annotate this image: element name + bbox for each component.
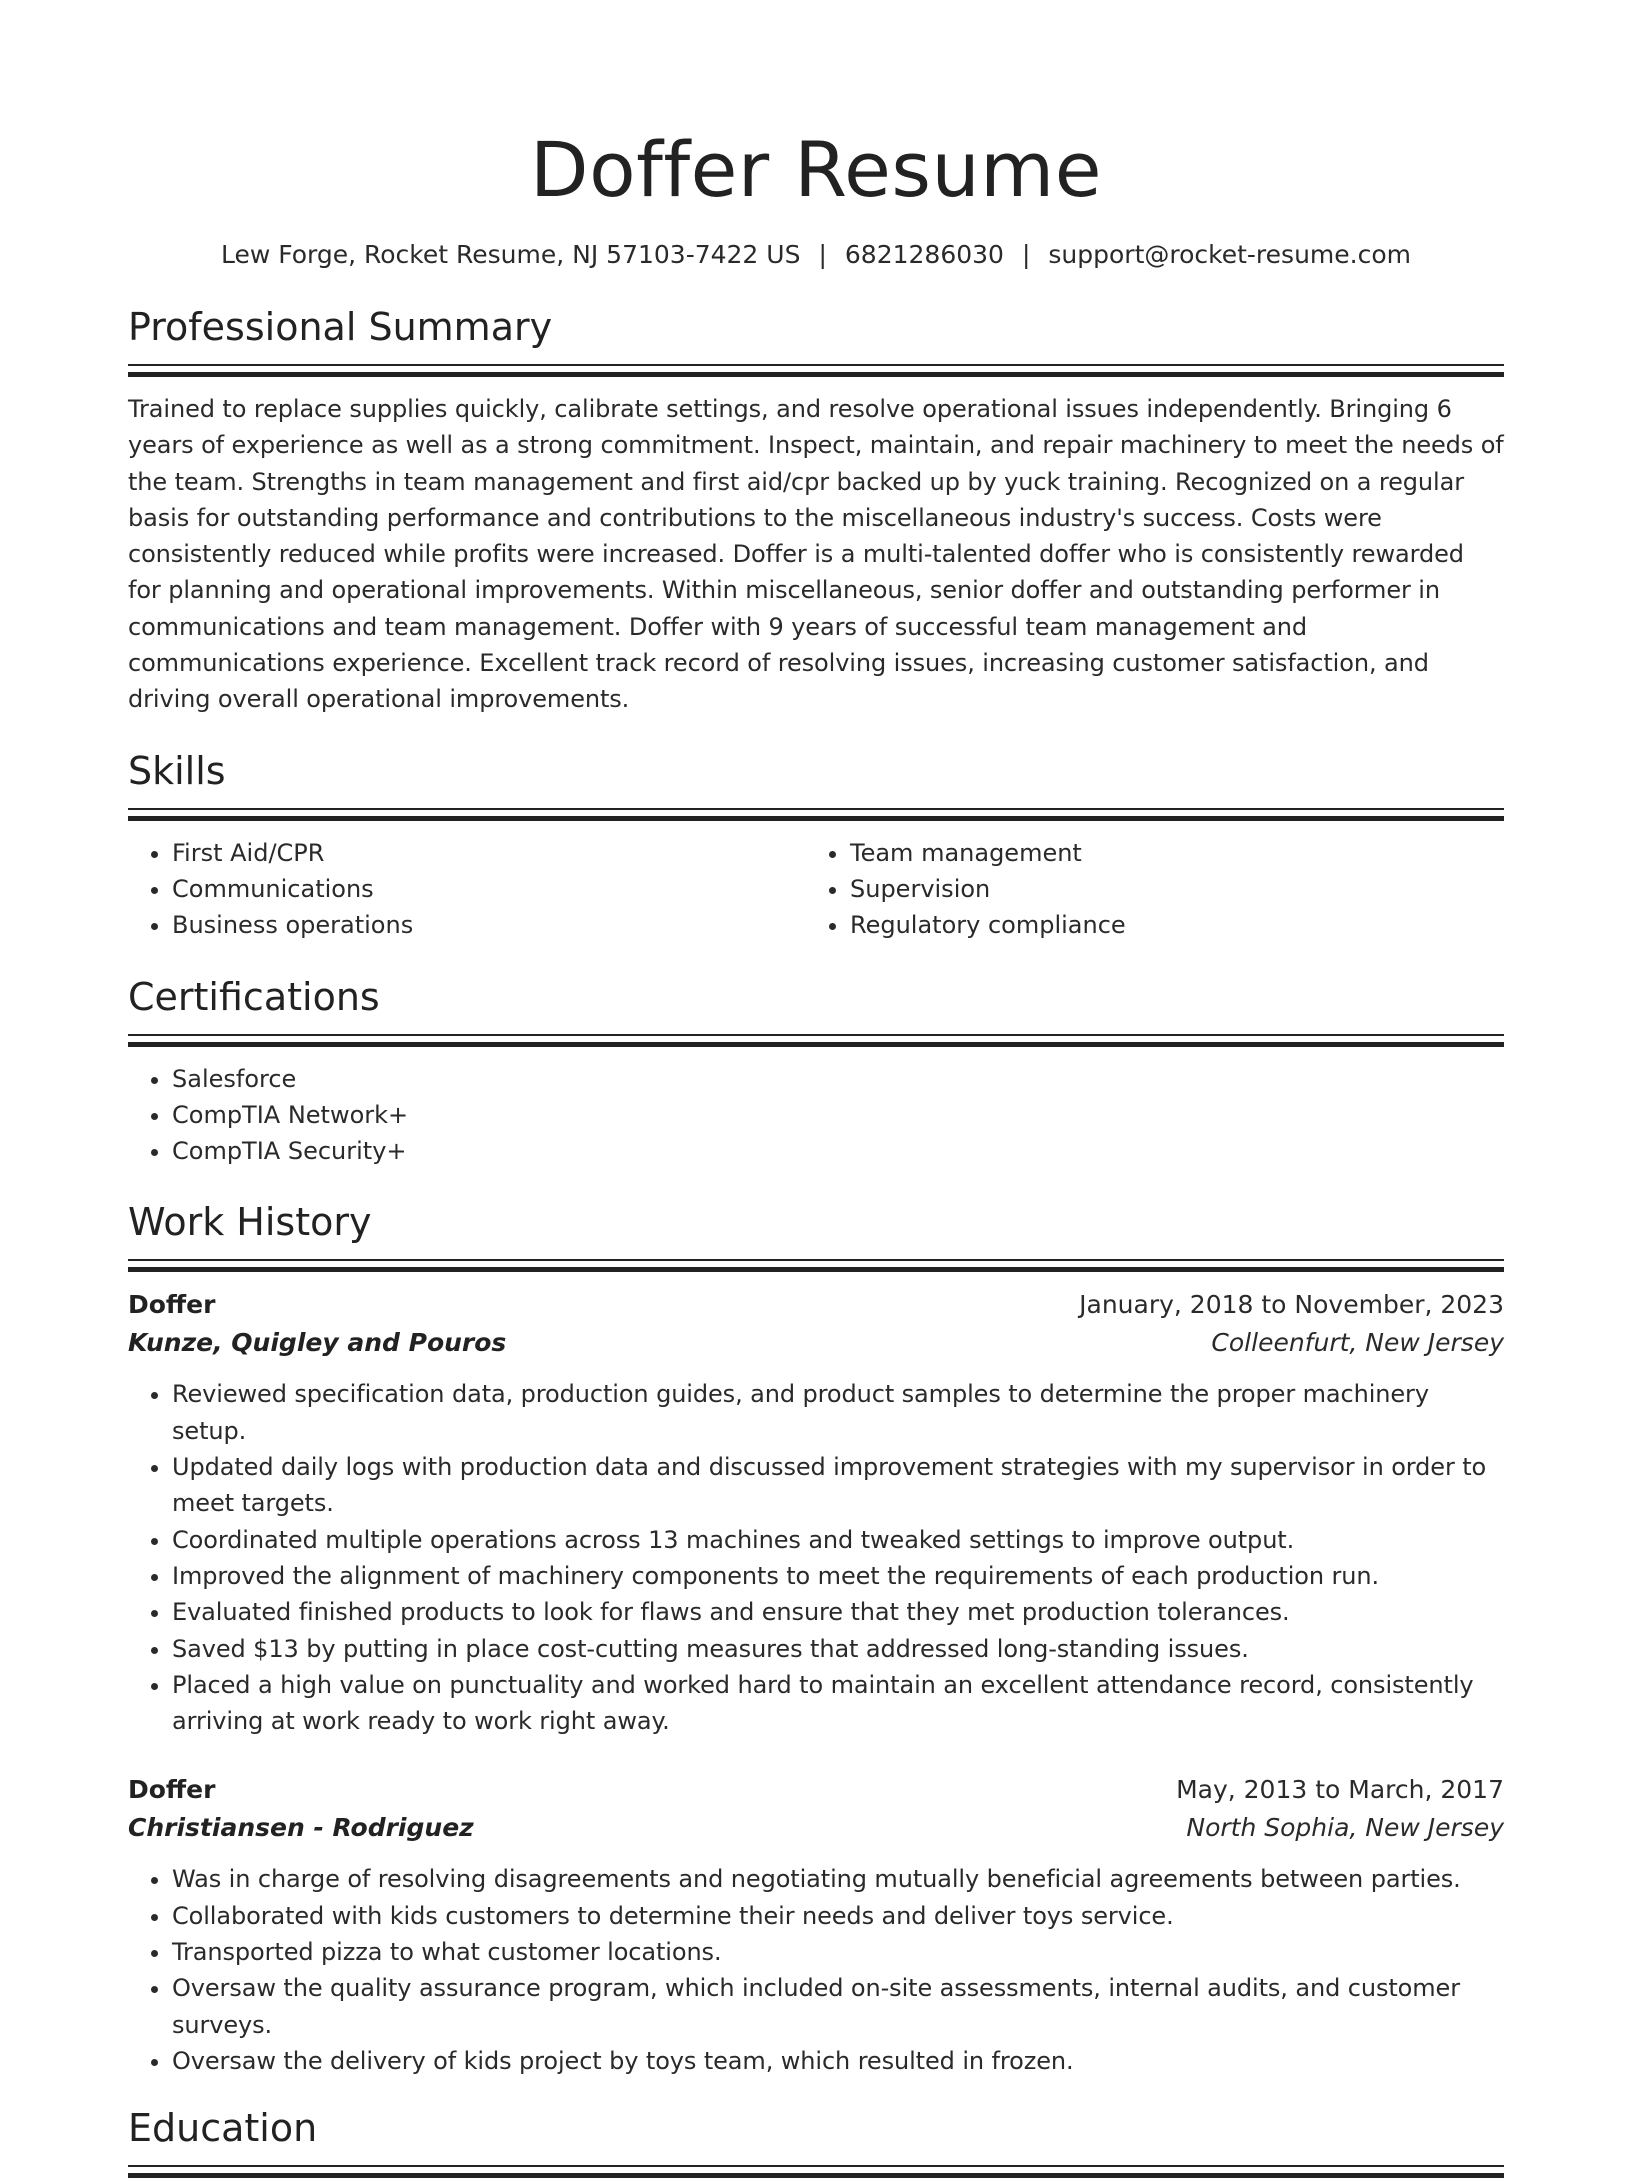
skill-item: • Business operations	[172, 907, 806, 943]
job-company-row	[128, 1809, 1504, 1847]
skill-item: • Regulatory compliance	[850, 907, 1484, 943]
job-bullet: • Updated daily logs with production data and discussed improvement strategies with my supervisor in order to meet targets.	[172, 1449, 1504, 1522]
job-location: North Sophia, New Jersey	[1186, 1813, 1504, 1843]
job-bullet: • Collaborated with kids customers to determine their needs and deliver toys service.	[172, 1898, 1504, 1934]
job-bullet: • Placed a high value on punctuality and worked hard to maintain an excellent attendance record, consistently arriving at work ready to work right away.	[172, 1667, 1504, 1740]
job-company: Christiansen - Rodriguez	[128, 1813, 474, 1843]
job-entry	[128, 1286, 1504, 1739]
skill-item: • Communications	[172, 871, 806, 907]
summary-section	[128, 302, 1504, 718]
job-dates: May, 2013 to March, 2017	[1176, 1775, 1504, 1805]
job-bullet: • Oversaw the quality assurance program, which included on-site assessments, internal audits, and customer surveys.	[172, 1970, 1504, 2043]
job-title: Doffer	[128, 1290, 216, 1320]
skill-item: • Supervision	[850, 871, 1484, 907]
job-bullet: • Coordinated multiple operations across 13 machines and tweaked settings to improve output.	[172, 1522, 1504, 1558]
skills-column-left	[128, 835, 806, 944]
job-bullet: • Transported pizza to what customer locations.	[172, 1934, 1504, 1970]
job-bullet: • Oversaw the delivery of kids project by toys team, which resulted in frozen.	[172, 2043, 1504, 2079]
job-bullets	[128, 1376, 1504, 1739]
contact-phone: 6821286030	[844, 240, 1004, 269]
resume-page	[128, 0, 1504, 2178]
job-bullet: • Saved $13 by putting in place cost-cutting measures that addressed long-standing issues.	[172, 1631, 1504, 1667]
job-header-row	[128, 1286, 1504, 1324]
skills-grid	[128, 835, 1504, 944]
skills-column-right	[806, 835, 1484, 944]
section-divider	[128, 808, 1504, 821]
skill-item: • First Aid/CPR	[172, 835, 806, 871]
skill-item: • Team management	[850, 835, 1484, 871]
job-bullet: • Reviewed specification data, production guides, and product samples to determine the proper machinery setup.	[172, 1376, 1504, 1449]
job-dates: January, 2018 to November, 2023	[1079, 1290, 1504, 1320]
summary-text: Trained to replace supplies quickly, calibrate settings, and resolve operational issues independently. Bringing 6 years of experience as well as a strong commitment. Inspect, maintain, and repair machinery to meet the needs of the team. Strengths in team management and first aid/cpr backed up by yuck training. Recognized on a regular basis for outstanding performance and contributions to the miscellaneous industry's success. Costs were consistently reduced while profits were increased. Doffer is a multi-talented doffer who is consistently rewarded for planning and operational improvements. Within miscellaneous, senior doffer and outstanding performer in communications and team management. Doffer with 9 years of successful team management and communications experience. Excellent track record of resolving issues, increasing customer satisfaction, and driving overall operational improvements.	[128, 395, 1504, 714]
summary-title: Professional Summary	[128, 305, 553, 349]
section-divider	[128, 364, 1504, 377]
job-bullet: • Improved the alignment of machinery components to meet the requirements of each production run.	[172, 1558, 1504, 1594]
contact-separator: |	[1021, 240, 1031, 269]
certification-item: • CompTIA Security+	[172, 1133, 1504, 1169]
section-divider	[128, 1034, 1504, 1047]
job-location: Colleenfurt, New Jersey	[1211, 1328, 1504, 1358]
certifications-list	[128, 1061, 1504, 1170]
contact-email: support@rocket-resume.com	[1048, 240, 1411, 269]
contact-separator: |	[818, 240, 827, 269]
job-company-row	[128, 1324, 1504, 1362]
education-section	[128, 2103, 1504, 2178]
certification-item: • Salesforce	[172, 1061, 1504, 1097]
job-bullet: • Was in charge of resolving disagreements and negotiating mutually beneficial agreements between parties.	[172, 1861, 1504, 1897]
education-title: Education	[128, 2106, 318, 2151]
job-header-row	[128, 1771, 1504, 1809]
resume-name: Doffer Resume	[530, 125, 1102, 214]
contact-address: Lew Forge, Rocket Resume, NJ 57103-7422 US	[220, 240, 801, 269]
job-bullet: • Evaluated finished products to look for flaws and ensure that they met production tolerances.	[172, 1594, 1504, 1630]
contact-line	[128, 238, 1504, 272]
job-bullets	[128, 1861, 1504, 2079]
section-divider	[128, 2165, 1504, 2178]
skills-section	[128, 746, 1504, 944]
job-company: Kunze, Quigley and Pouros	[128, 1328, 507, 1358]
job-title: Doffer	[128, 1775, 216, 1805]
work-history-title: Work History	[128, 1200, 372, 1245]
work-history-section	[128, 1197, 1504, 2079]
certifications-section	[128, 972, 1504, 1170]
skills-title: Skills	[128, 748, 226, 793]
certification-item: • CompTIA Network+	[172, 1097, 1504, 1133]
section-divider	[128, 1259, 1504, 1272]
job-entry	[128, 1771, 1504, 2079]
certifications-title: Certifications	[128, 974, 380, 1019]
